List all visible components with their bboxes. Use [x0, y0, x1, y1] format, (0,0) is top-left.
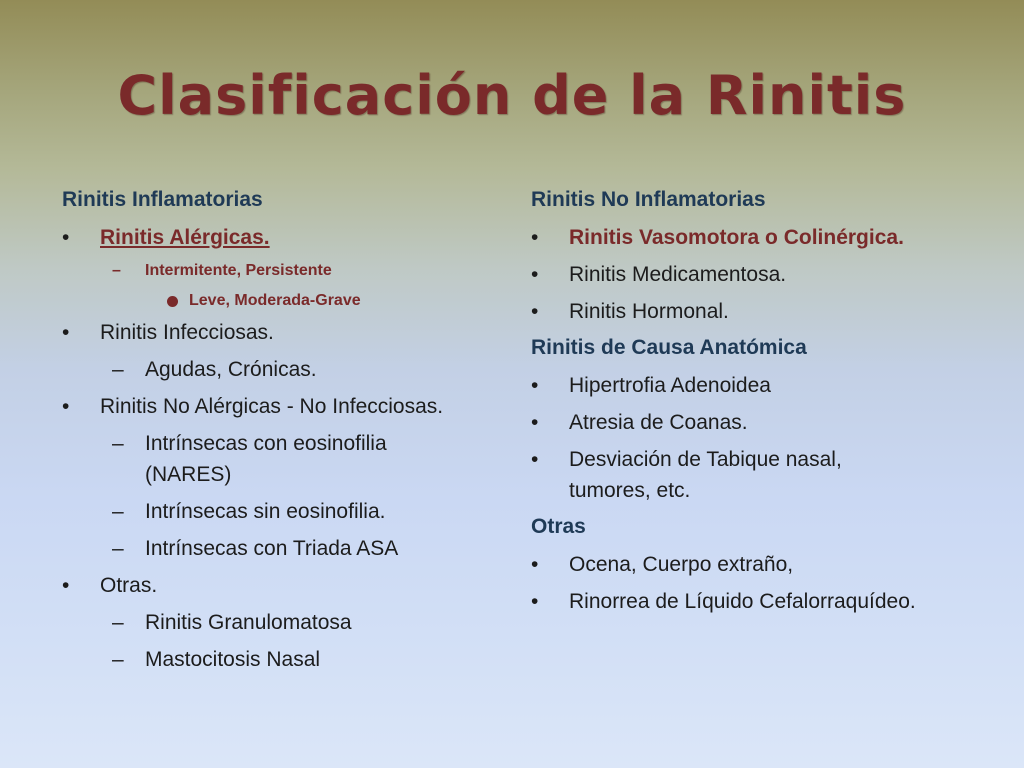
item-label: Otras.: [100, 574, 158, 597]
list-item-infecciosas: [62, 315, 492, 352]
bullet-mark: •: [531, 553, 539, 576]
sub-item-con-eosinofilia: [62, 426, 492, 494]
bullet-mark: •: [62, 321, 70, 344]
item-label: Intrínsecas sin eosinofilia.: [145, 500, 386, 523]
item-label-continued: tumores, etc.: [569, 479, 691, 502]
heading-causa-anatomica: Rinitis de Causa Anatómica: [531, 336, 807, 359]
bullet-mark: •: [531, 448, 539, 471]
list-item-desviacion: [531, 442, 981, 510]
subsub-item-leve: [62, 287, 492, 315]
bullet-mark: •: [531, 590, 539, 613]
bullet-mark: •: [531, 226, 539, 249]
dash-mark: –: [112, 500, 124, 523]
dash-mark: –: [112, 262, 121, 279]
item-label: Atresia de Coanas.: [569, 411, 748, 434]
dash-mark: –: [112, 358, 124, 381]
item-label: Leve, Moderada-Grave: [189, 292, 361, 309]
dash-mark: –: [112, 537, 124, 560]
sub-item-sin-eosinofilia: [62, 494, 492, 531]
item-label: Rinitis Vasomotora o Colinérgica.: [569, 226, 904, 249]
sub-item-intermitente: [62, 257, 492, 287]
item-label: Rinitis Granulomatosa: [145, 611, 352, 634]
round-bullet-icon: [167, 296, 178, 307]
item-label: Hipertrofia Adenoidea: [569, 374, 771, 397]
list-item-rinorrea: [531, 584, 981, 621]
item-label: Rinitis Hormonal.: [569, 300, 729, 323]
sub-item-agudas: [62, 352, 492, 389]
bullet-mark: •: [62, 395, 70, 418]
list-item-alergicas: [62, 220, 492, 257]
list-item-atresia: [531, 405, 981, 442]
bullet-mark: •: [62, 226, 70, 249]
bullet-mark: •: [531, 263, 539, 286]
heading-no-inflamatorias: Rinitis No Inflamatorias: [531, 188, 766, 211]
bullet-mark: •: [62, 574, 70, 597]
item-label-continued: (NARES): [145, 463, 232, 486]
list-item-vasomotora: [531, 220, 981, 257]
bullet-mark: •: [531, 374, 539, 397]
item-label: Rinitis Alérgicas.: [100, 226, 270, 249]
item-label: Mastocitosis Nasal: [145, 648, 321, 671]
item-label: Rinorrea de Líquido Cefalorraquídeo.: [569, 590, 916, 613]
list-item-medicamentosa: [531, 257, 981, 294]
item-label: Intrínsecas con eosinofilia: [145, 432, 387, 455]
sub-item-mastocitosis: [62, 642, 492, 679]
list-item-adenoidea: [531, 368, 981, 405]
left-column: [62, 183, 492, 679]
item-label: Rinitis Infecciosas.: [100, 321, 274, 344]
list-item-no-alergicas: [62, 389, 492, 426]
sub-item-granulomatosa: [62, 605, 492, 642]
slide-title: Clasificación de la Rinitis: [117, 64, 907, 127]
dash-mark: –: [112, 432, 124, 455]
dash-mark: –: [112, 611, 124, 634]
right-column: [531, 183, 981, 621]
item-label: Desviación de Tabique nasal,: [569, 448, 842, 471]
list-item-hormonal: [531, 294, 981, 331]
list-item-otras: [62, 568, 492, 605]
dash-mark: –: [112, 648, 124, 671]
heading-inflamatorias: Rinitis Inflamatorias: [62, 188, 263, 211]
item-label: Intermitente, Persistente: [145, 262, 332, 279]
heading-otras: Otras: [531, 515, 586, 538]
item-label: Rinitis No Alérgicas - No Infecciosas.: [100, 395, 444, 418]
item-label: Rinitis Medicamentosa.: [569, 263, 787, 286]
item-label: Ocena, Cuerpo extraño,: [569, 553, 794, 576]
sub-item-triada-asa: [62, 531, 492, 568]
item-label: Agudas, Crónicas.: [145, 358, 317, 381]
list-item-ocena: [531, 547, 981, 584]
bullet-mark: •: [531, 411, 539, 434]
bullet-mark: •: [531, 300, 539, 323]
item-label: Intrínsecas con Triada ASA: [145, 537, 399, 560]
